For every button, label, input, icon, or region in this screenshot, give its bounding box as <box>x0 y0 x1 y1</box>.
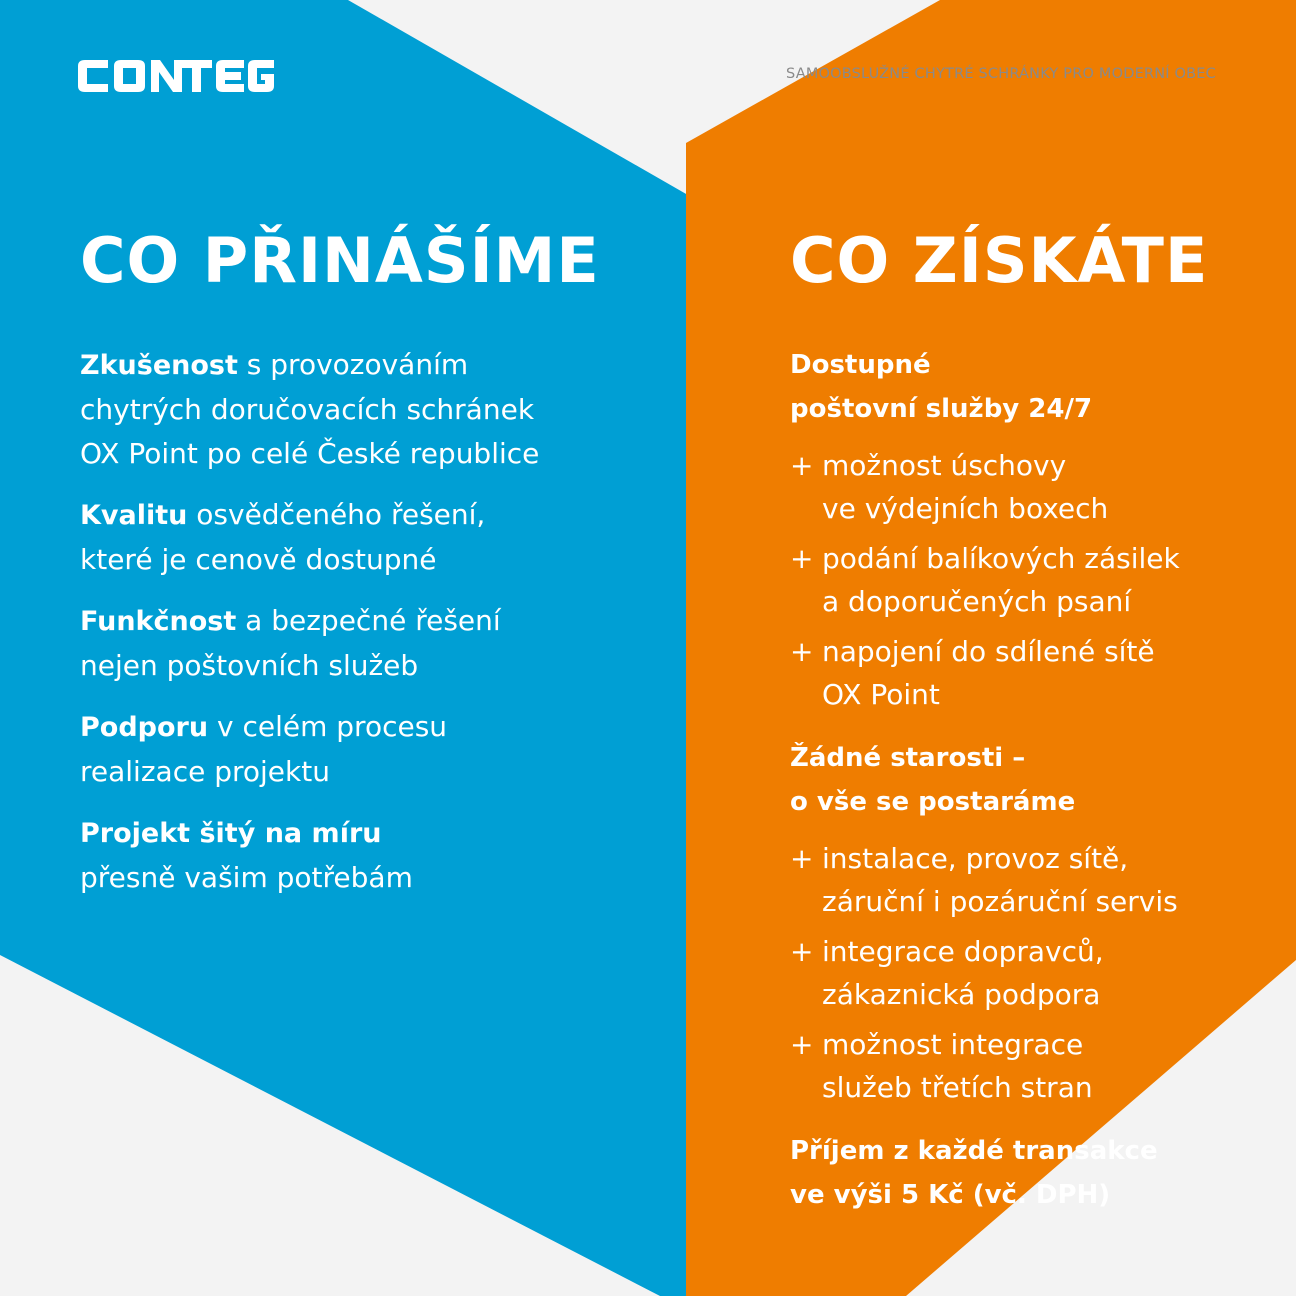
item-bold: Funkčnost <box>80 606 237 637</box>
bullet-line: služeb třetích stran <box>822 1071 1093 1104</box>
list-item <box>80 599 670 688</box>
list-item <box>80 343 670 476</box>
bullet-item <box>790 837 1270 923</box>
plus-icon: + <box>790 935 814 968</box>
section-heading <box>790 736 1270 824</box>
bullet-line: možnost integrace <box>822 1028 1084 1061</box>
item-bold: Podporu <box>80 712 209 743</box>
heading-line: Žádné starosti – <box>790 743 1026 773</box>
bullet-item <box>790 1023 1270 1109</box>
bullet-line: záruční i pozáruční servis <box>822 885 1178 918</box>
item-text: s provozováním <box>237 348 469 381</box>
conteg-logo <box>78 58 274 98</box>
bullet-line: ve výdejních boxech <box>822 492 1109 525</box>
list-item <box>80 705 670 794</box>
bullet-item <box>790 630 1270 716</box>
bullet-line: a doporučených psaní <box>822 585 1132 618</box>
bullet-line: podání balíkových zásilek <box>822 542 1180 575</box>
tagline: SAMOOBSLUŽNÉ CHYTRÉ SCHRÁNKY PRO MODERNÍ OBEC <box>786 66 1216 82</box>
logo-wordmark-icon <box>78 58 274 94</box>
item-bold: Projekt šitý na míru <box>80 818 382 849</box>
plus-icon: + <box>790 635 814 668</box>
item-bold: Zkušenost <box>80 350 238 381</box>
bullet-line: napojení do sdílené sítě <box>822 635 1155 668</box>
item-text: osvědčeného řešení, <box>187 498 486 531</box>
item-text: přesně vašim potřebám <box>80 861 413 894</box>
what-you-get-list <box>790 343 1270 1230</box>
heading-line: Dostupné <box>790 350 931 380</box>
heading-line: poštovní služby 24/7 <box>790 394 1093 424</box>
section-heading <box>790 343 1270 431</box>
item-text: nejen poštovních služeb <box>80 649 419 682</box>
heading-line: ve výši 5 Kč (vč. DPH) <box>790 1180 1111 1210</box>
plus-icon: + <box>790 1028 814 1061</box>
benefits-we-bring-list <box>80 343 670 917</box>
item-text: a bezpečné řešení <box>236 604 501 637</box>
item-text: chytrých doručovacích schránek <box>80 393 535 426</box>
section-heading <box>790 1129 1270 1217</box>
plus-icon: + <box>790 542 814 575</box>
right-title: CO ZÍSKÁTE <box>790 224 1209 297</box>
bullet-line: zákaznická podpora <box>822 978 1101 1011</box>
bullet-item <box>790 537 1270 623</box>
plus-icon: + <box>790 842 814 875</box>
heading-line: Příjem z každé transakce <box>790 1136 1158 1166</box>
left-title: CO PŘINÁŠÍME <box>80 224 600 297</box>
bullet-item <box>790 444 1270 530</box>
item-text: v celém procesu <box>208 710 448 743</box>
item-text: které je cenově dostupné <box>80 543 437 576</box>
bullet-line: integrace dopravců, <box>822 935 1104 968</box>
item-text: OX Point po celé České republice <box>80 437 540 470</box>
item-bold: Kvalitu <box>80 500 188 531</box>
heading-line: o vše se postaráme <box>790 787 1076 817</box>
bullet-line: instalace, provoz sítě, <box>822 842 1129 875</box>
list-item <box>80 493 670 582</box>
bullet-line: OX Point <box>822 678 940 711</box>
plus-icon: + <box>790 449 814 482</box>
list-item <box>80 811 670 900</box>
bullet-item <box>790 930 1270 1016</box>
item-text: realizace projektu <box>80 755 330 788</box>
bullet-line: možnost úschovy <box>822 449 1067 482</box>
